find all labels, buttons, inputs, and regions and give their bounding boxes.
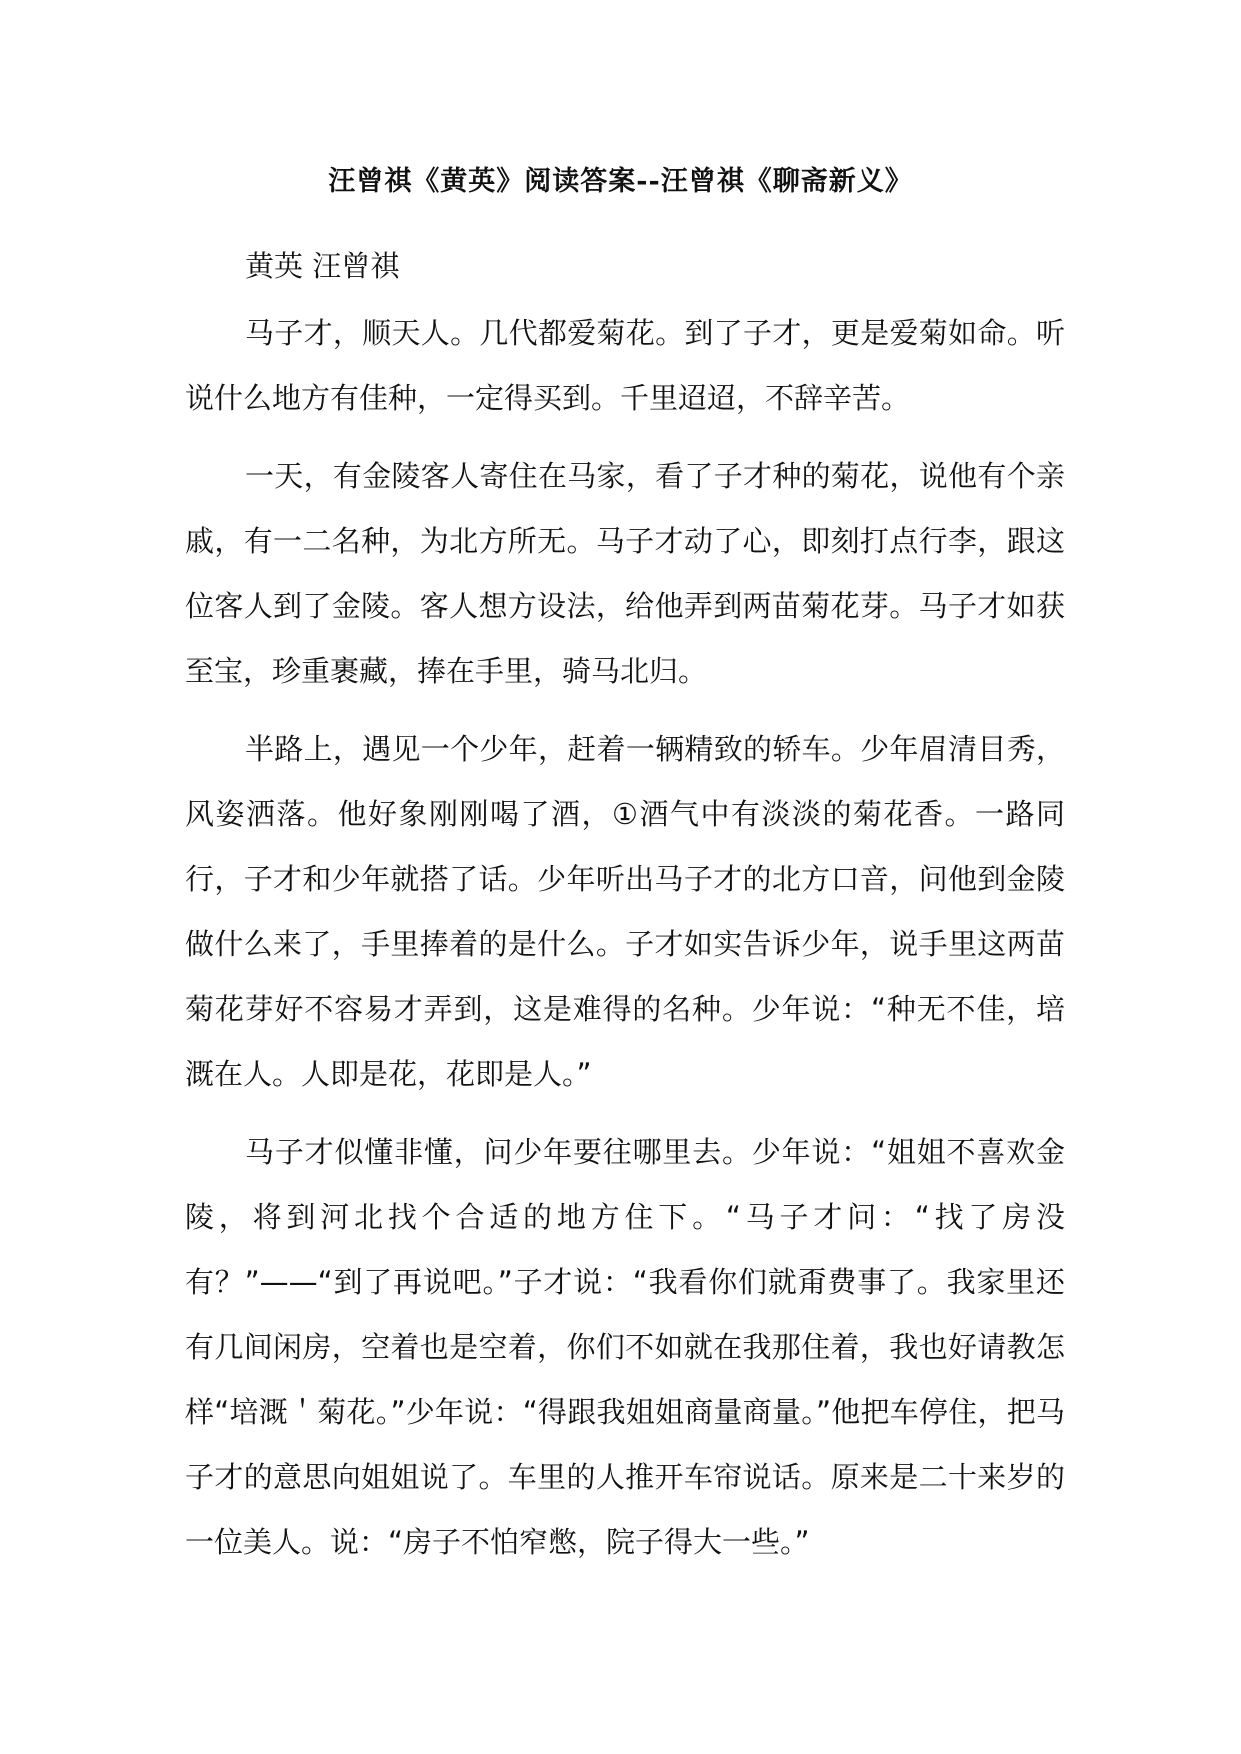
paragraph-1: 马子才，顺天人。几代都爱菊花。到了子才，更是爱菊如命。听说什么地方有佳种，一定得买到。千里迢迢，不辞辛苦。 [185, 316, 1065, 415]
paragraph-4: 马子才似懂非懂，问少年要往哪里去。少年说：“姐姐不喜欢金陵，将到河北找个合适的地方住下。“马子才问：“找了房没有？”——“到了再说吧。”子才说：“我看你们就甭费事了。我家里还有几间闲房，空着也是空着，你们不如就在我那住着，我也好请教怎样“培溉＇菊花。”少年说：“得跟我姐姐商量商量。”他把车停住，把马子才的意思向姐姐说了。车里的人推开车帘说话。原来是二十来岁的一位美人。说：“房子不怕窄憋，院子得大一些。” [185, 1135, 1065, 1559]
document-title: 汪曾祺《黄英》阅读答案--汪曾祺《聊斋新义》 [328, 166, 913, 197]
article-body [185, 248, 1065, 1588]
paragraph-2: 一天，有金陵客人寄住在马家，看了子才种的菊花，说他有个亲戚，有一二名种，为北方所无。马子才动了心，即刻打点行李，跟这位客人到了金陵。客人想方设法，给他弄到两苗菊花芽。马子才如获至宝，珍重裹藏，捧在手里，骑马北归。 [185, 459, 1065, 688]
article-byline: 黄英 汪曾祺 [245, 249, 400, 283]
paragraph-3: 半路上，遇见一个少年，赶着一辆精致的轿车。少年眉清目秀，风姿洒落。他好象刚刚喝了酒，①酒气中有淡淡的菊花香。一路同行，子才和少年就搭了话。少年听出马子才的北方口音，问他到金陵做什么来了，手里捧着的是什么。子才如实告诉少年，说手里这两苗菊花芽好不容易才弄到，这是难得的名种。少年说：“种无不佳，培溉在人。人即是花，花即是人。” [185, 732, 1065, 1091]
